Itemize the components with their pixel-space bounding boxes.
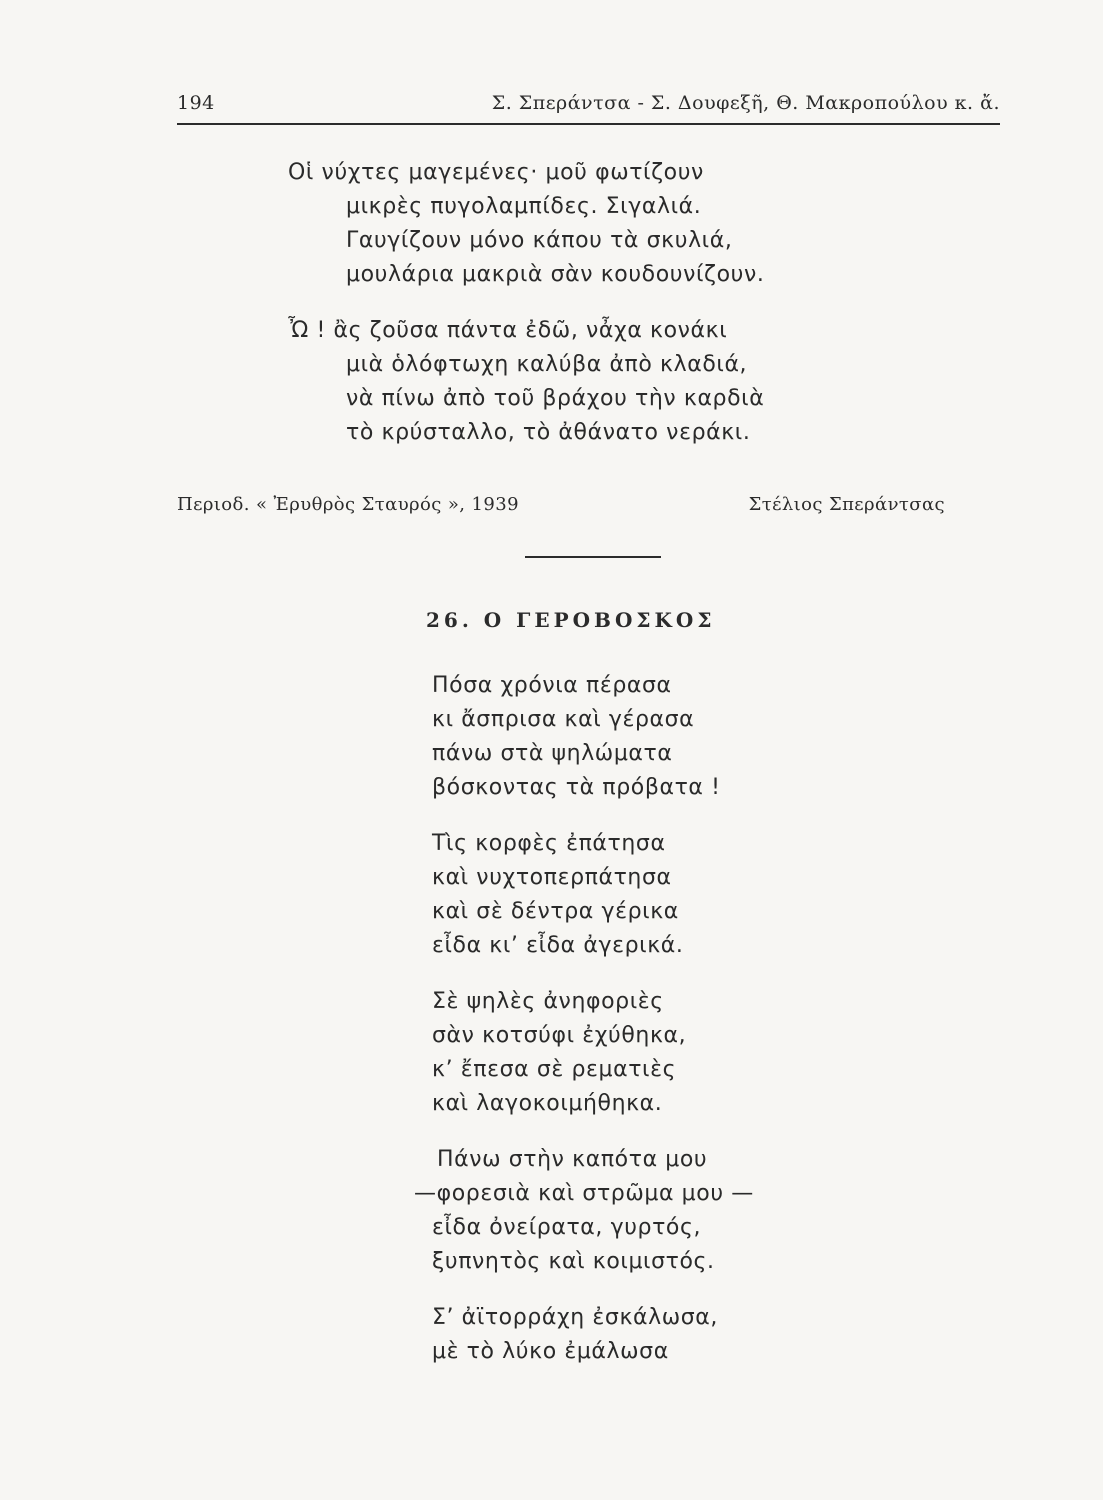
header-rule (177, 123, 1000, 125)
verse-line: ξυπνητὸς καὶ κοιμιστός. (432, 1249, 715, 1274)
verse-line: μιὰ ὁλόφτωχη καλύβα ἀπὸ κλαδιά, (346, 352, 748, 377)
poet-signature: Στέλιος Σπεράντσας (748, 494, 945, 515)
verse-line: τὸ κρύσταλλο, τὸ ἀθάνατο νεράκι. (346, 420, 751, 445)
verse-line: καὶ σὲ δέντρα γέρικα (432, 899, 679, 924)
verse-line: μὲ τὸ λύκο ἐμάλωσα (432, 1339, 669, 1364)
verse-line: καὶ λαγοκοιμήθηκα. (432, 1091, 663, 1116)
verse-line: κι ἄσπρισα καὶ γέρασα (432, 707, 695, 732)
verse-line: —φορεσιὰ καὶ στρῶμα μου — (414, 1181, 754, 1206)
verse-line: Σὲ ψηλὲς ἀνηφοριὲς (432, 989, 664, 1014)
verse-line: πάνω στὰ ψηλώματα (432, 741, 673, 766)
source-citation: Περιοδ. « Ἐρυθρὸς Σταυρός », 1939 (177, 494, 519, 515)
verse-line: νὰ πίνω ἀπὸ τοῦ βράχου τὴν καρδιὰ (346, 386, 765, 411)
running-head (177, 90, 1000, 120)
verse-line: κ’ ἔπεσα σὲ ρεματιὲς (432, 1057, 677, 1082)
verse-line: βόσκοντας τὰ πρόβατα ! (432, 775, 721, 800)
verse-line: σὰν κοτσύφι ἐχύθηκα, (432, 1023, 687, 1048)
verse-line: μικρὲς πυγολαμπίδες. Σιγαλιά. (346, 194, 702, 219)
poem-title: 26. Ο ΓΕΡΟΒΟΣΚΟΣ (426, 608, 716, 632)
verse-line: Ὦ ! ἂς ζοῦσα πάντα ἐδῶ, νἆχα κονάκι (288, 318, 728, 343)
verse-line: εἶδα ὀνείρατα, γυρτός, (432, 1215, 702, 1240)
section-divider (525, 556, 661, 558)
header-authors: Σ. Σπεράντσα - Σ. Δουφεξῆ, Θ. Μακροπούλου κ. ἄ. (491, 92, 1000, 114)
verse-line: Οἱ νύχτες μαγεμένες· μοῦ φωτίζουν (288, 160, 704, 185)
verse-line: Πόσα χρόνια πέρασα (432, 673, 672, 698)
verse-line: Γαυγίζουν μόνο κάπου τὰ σκυλιά, (346, 228, 733, 253)
verse-line: εἶδα κι’ εἶδα ἀγερικά. (432, 933, 684, 958)
verse-line: Πάνω στὴν καπότα μου (437, 1147, 708, 1172)
page-number: 194 (177, 92, 215, 114)
verse-line: Τὶς κορφὲς ἐπάτησα (432, 831, 666, 856)
verse-line: Σ’ ἀϊτορράχη ἐσκάλωσα, (432, 1305, 718, 1330)
verse-line: καὶ νυχτοπερπάτησα (432, 865, 672, 890)
verse-line: μουλάρια μακριὰ σὰν κουδουνίζουν. (346, 262, 765, 287)
